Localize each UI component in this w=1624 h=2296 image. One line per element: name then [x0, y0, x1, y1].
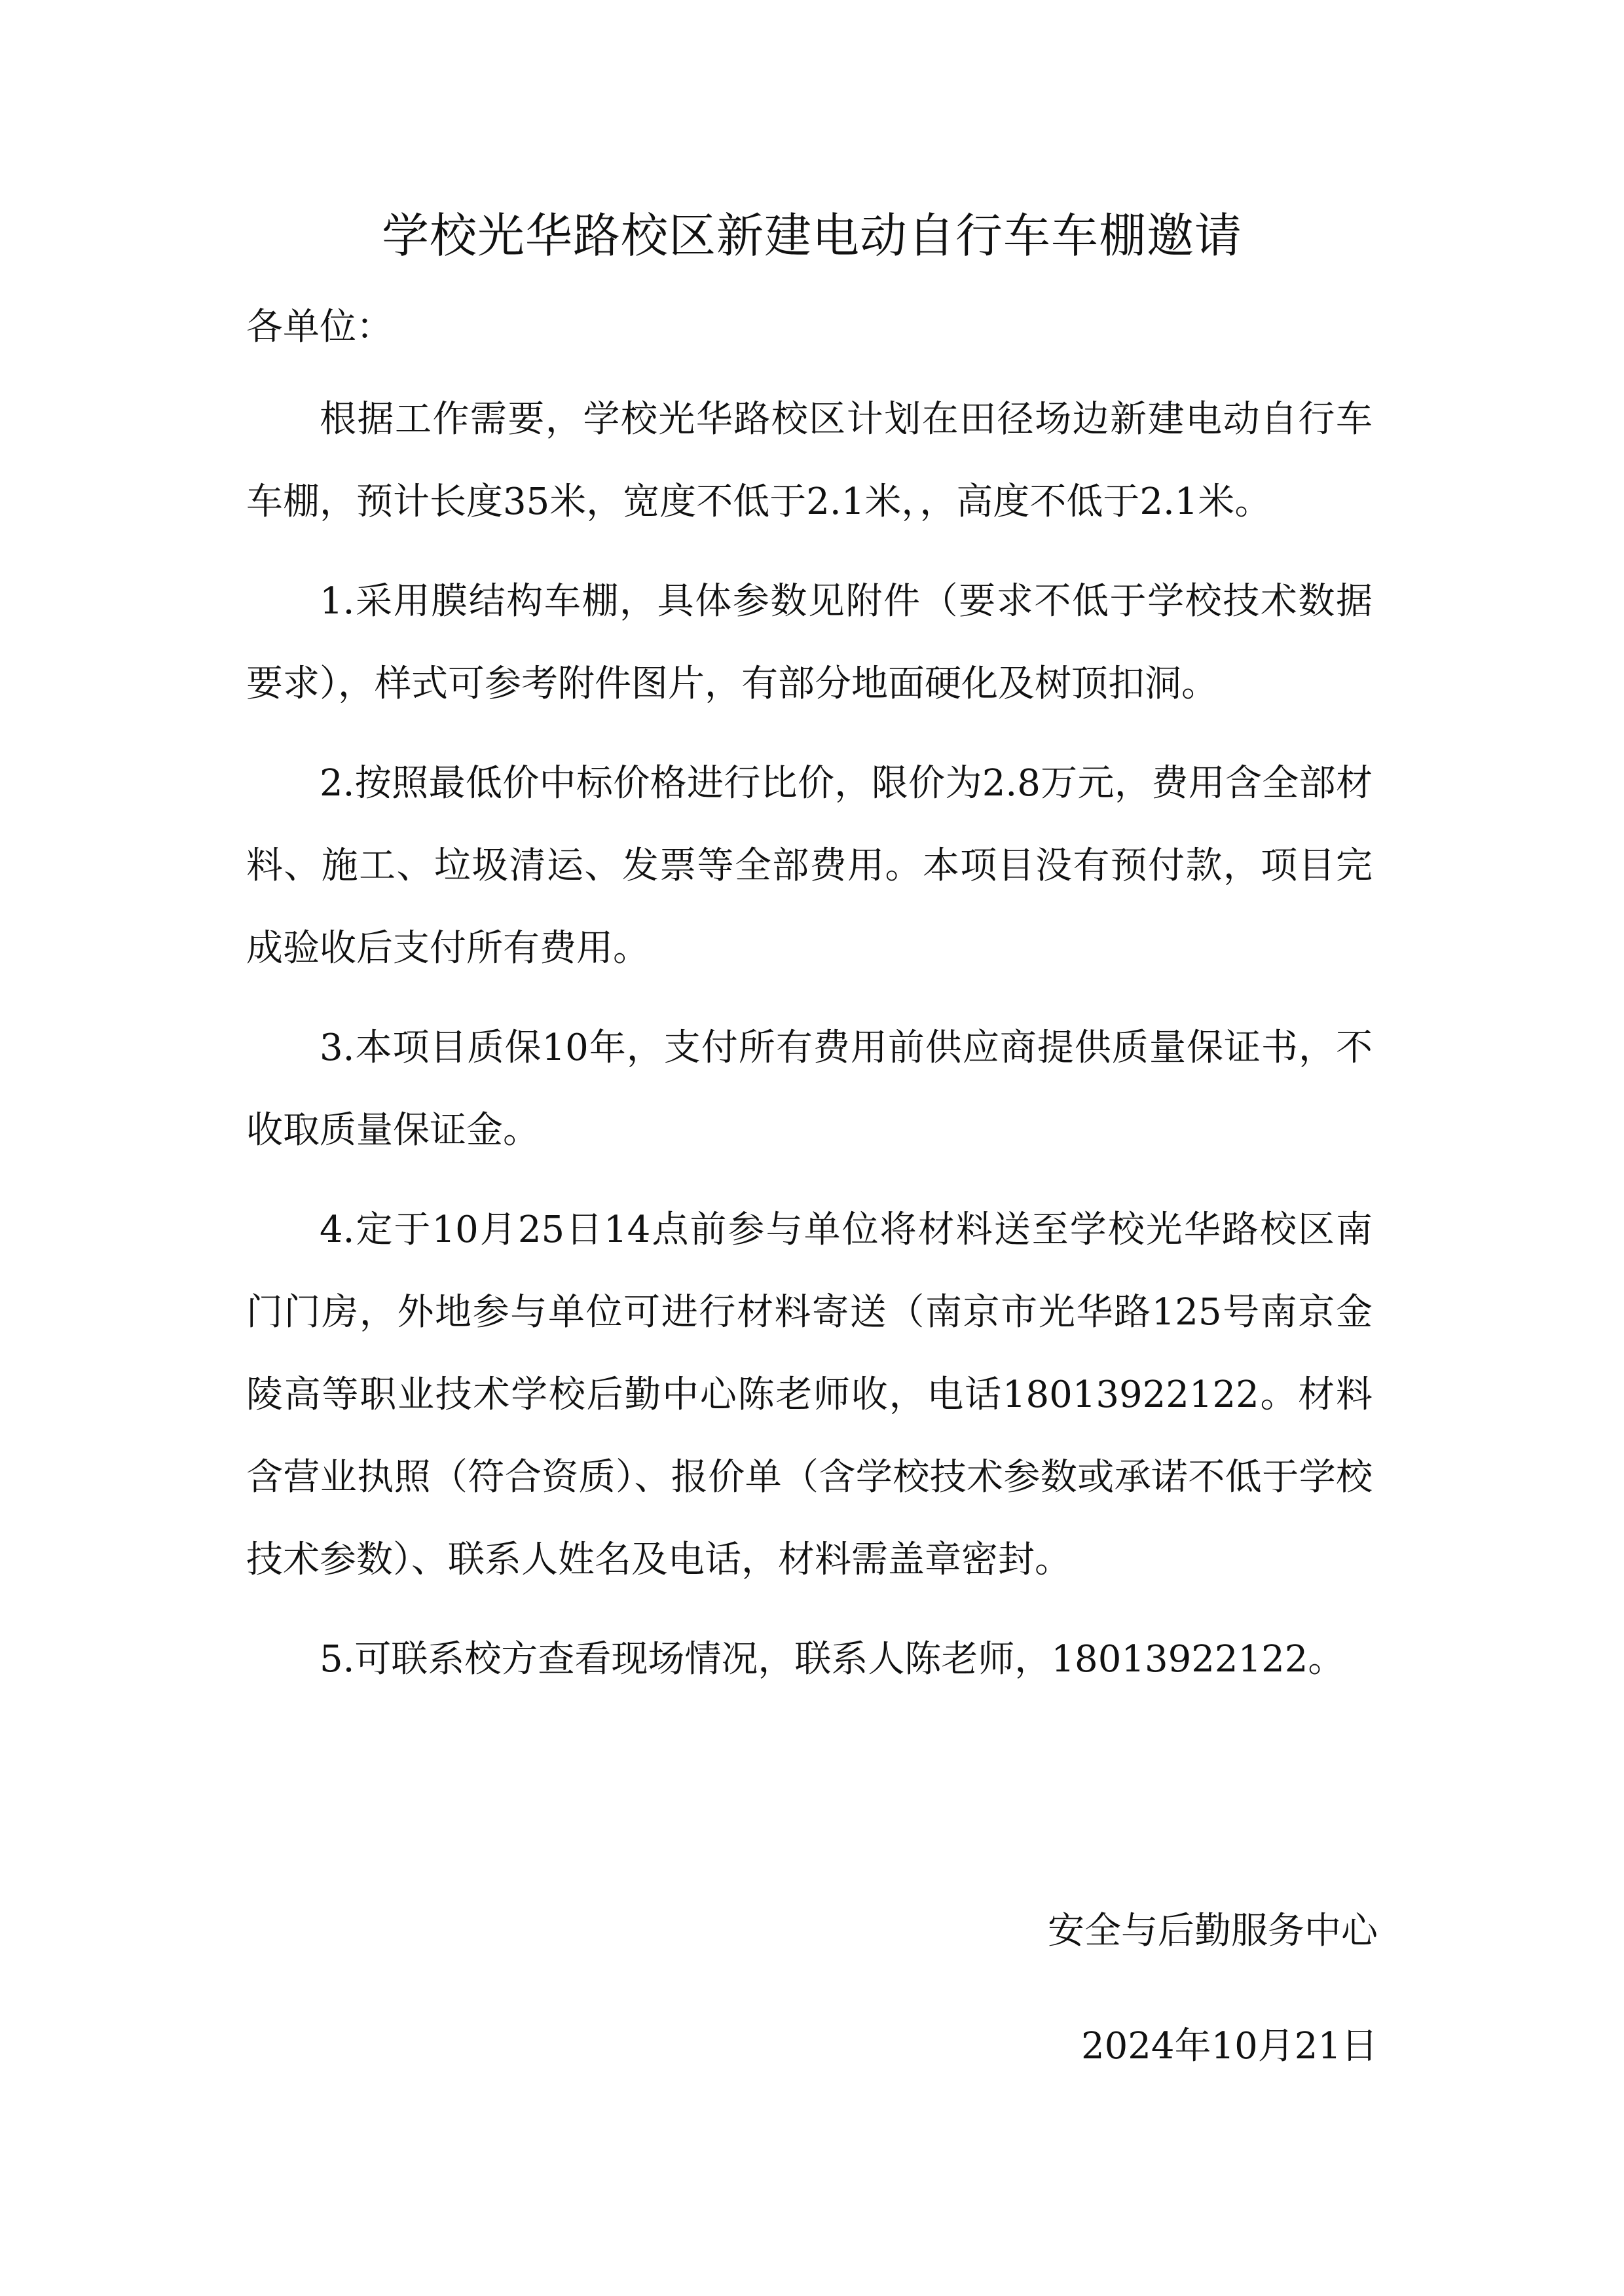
paragraph-item-5: 5.可联系校方查看现场情况，联系人陈老师，18013922122。 [320, 1638, 1345, 1681]
paragraph-item-1: 1.采用膜结构车棚，具体参数见附件（要求不低于学校技术数据要求），样式可参考附件图片，有部分地面硬化及树顶扣洞。 [246, 580, 1373, 705]
issue-date: 2024年10月21日 [1080, 2025, 1378, 2068]
paragraph-item-4: 4.定于10月25日14点前参与单位将材料送至学校光华路校区南门门房，外地参与单位可进行材料寄送（南京市光华路125号南京金陵高等职业技术学校后勤中心陈老师收，电话18013922122。材料含营业执照（符合资质）、报价单（含学校技术参数或承诺不低于学校技术参数）、联系人姓名及电话，材料需盖章密封。 [246, 1209, 1373, 1581]
document-title: 学校光华路校区新建电动自行车车棚邀请 [381, 208, 1242, 263]
salutation: 各单位： [246, 306, 393, 348]
paragraph-item-3: 3.本项目质保10年，支付所有费用前供应商提供质量保证书，不收取质量保证金。 [246, 1027, 1373, 1152]
paragraph-intro: 根据工作需要，学校光华路校区计划在田径场边新建电动自行车车棚，预计长度35米，宽度不低于2.1米，，高度不低于2.1米。 [246, 398, 1373, 523]
document-body [246, 378, 1373, 1718]
paragraph-item-2: 2.按照最低价中标价格进行比价，限价为2.8万元，费用含全部材料、施工、垃圾清运、发票等全部费用。本项目没有预付款，项目完成验收后支付所有费用。 [246, 762, 1373, 970]
issuer-signature: 安全与后勤服务中心 [1048, 1910, 1378, 1952]
